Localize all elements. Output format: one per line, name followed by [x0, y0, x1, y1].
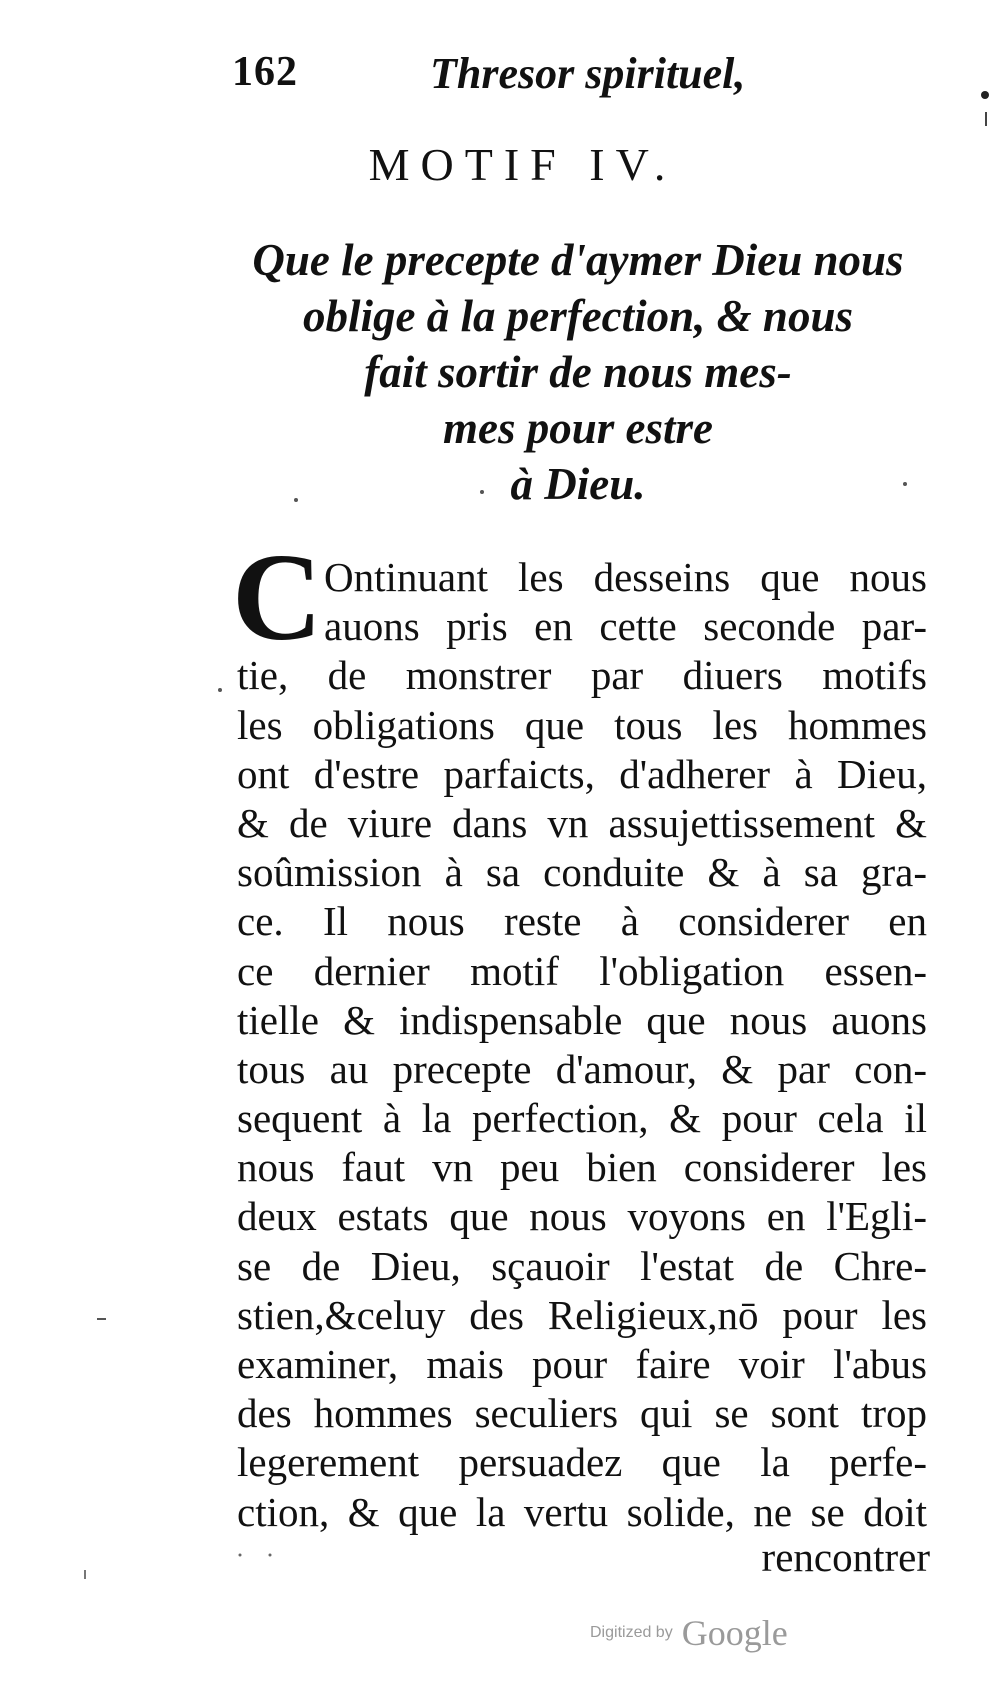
page-header — [232, 48, 752, 108]
body-line: ont d'estre parfaicts, d'adherer à Dieu, — [237, 750, 927, 797]
body-line: ction, & que la vertu solide, ne se doit — [237, 1488, 927, 1535]
speck-mark — [985, 112, 987, 126]
subtitle-line: à Dieu. — [510, 459, 646, 509]
watermark-prefix: Digitized by — [590, 1624, 673, 1641]
chapter-subtitle — [228, 232, 928, 512]
watermark-logo: Google — [681, 1613, 788, 1653]
body-line: examiner, mais pour faire voir l'abus — [237, 1341, 927, 1387]
page-number: 162 — [232, 49, 298, 95]
body-paragraph — [237, 553, 927, 1537]
body-line: auons pris en cette seconde par- — [324, 603, 927, 650]
body-line: soûmission à sa conduite & à sa gra- — [237, 849, 927, 896]
drop-cap: C — [232, 529, 323, 667]
body-line: tie, de monstrer par diuers motifs — [237, 652, 927, 699]
body-line: tielle & indispensable que nous auons — [237, 996, 927, 1043]
body-line: deux estats que nous voyons en l'Egli- — [237, 1193, 927, 1240]
body-line: les obligations que tous les hommes — [237, 701, 927, 748]
body-line: se de Dieu, sçauoir l'estat de Chre- — [237, 1242, 927, 1289]
subtitle-line: mes pour estre — [443, 403, 713, 453]
chapter-heading: MOTIF IV. — [368, 139, 677, 190]
body-line: Ontinuant les desseins que nous — [324, 554, 927, 600]
catchword: rencontrer — [761, 1534, 930, 1580]
subtitle-line: Que le precepte d'aymer Dieu nous — [252, 235, 904, 285]
digitized-watermark — [590, 1612, 788, 1654]
speck-mark — [981, 91, 989, 99]
body-line: des hommes seculiers qui se sont trop — [237, 1390, 927, 1437]
speck-mark — [97, 1318, 106, 1320]
subtitle-line: oblige à la perfection, & nous — [303, 291, 853, 341]
body-line: legerement persuadez que la perfe- — [237, 1439, 927, 1486]
speck-mark — [218, 688, 222, 692]
body-line: ce dernier motif l'obligation essen- — [237, 947, 927, 994]
running-title: Thresor spirituel, — [430, 49, 746, 98]
subtitle-line: fait sortir de nous mes- — [364, 347, 792, 397]
body-line: ce. Il nous reste à considerer en — [237, 898, 927, 945]
body-line: & de viure dans vn assujettissement & — [237, 799, 927, 846]
body-line: sequent à la perfection, & pour cela il — [237, 1095, 927, 1142]
body-line: tous au precepte d'amour, & par con- — [237, 1045, 927, 1092]
body-line: stien,&celuy des Religieux,nō pour les — [237, 1291, 927, 1338]
body-line: nous faut vn peu bien considerer les — [237, 1144, 927, 1191]
